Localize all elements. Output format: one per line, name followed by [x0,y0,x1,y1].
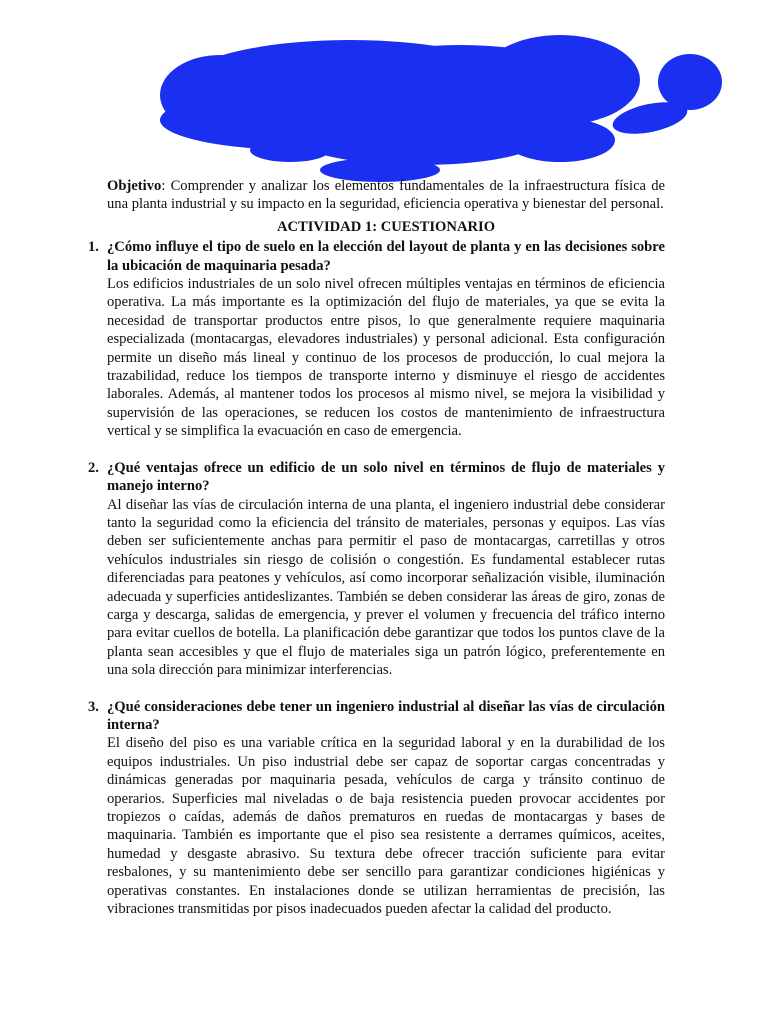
objective-label: Objetivo [107,178,162,194]
question-text: ¿Qué ventajas ofrece un edificio de un solo nivel en términos de flujo de materiales y manejo interno? [107,459,665,495]
activity-title: ACTIVIDAD 1: CUESTIONARIO [276,218,496,235]
question-number: 3. [88,698,99,715]
answer-text: El diseño del piso es una variable crítica en la seguridad laboral y en la durabilidad de los equipos industriales. Un piso industrial debe ser capaz de soportar cargas concentradas y dinámicas generadas por maquinaria pesada, vehículos de carga y tránsito continuo de operarios. Superficies mal niveladas o de baja resistencia pueden provocar accidentes por tropiezos o caídas, además de daños prematuros en ruedas de montacargas y bases de maquinaria. También es importante que el piso sea resistente a derrames químicos, aceites, humedad y desgaste abrasivo. Su textura debe ofrecer tracción suficiente para evitar resbalones, y su mantenimiento debe ser sencillo para garantizar condiciones higiénicas y operativas constantes. En instalaciones donde se utilizan herramientas de precisión, las vibraciones transmitidas por pisos inadecuados pueden afectar la calidad del producto. [107,735,665,918]
redaction-marks [160,35,722,182]
document-body [88,177,665,936]
question-text: ¿Qué consideraciones debe tener un ingeniero industrial al diseñar las vías de circulación interna? [107,698,665,733]
redaction-scribble [0,0,768,190]
question-number: 2. [88,459,99,476]
answer-text: Los edificios industriales de un solo nivel ofrecen múltiples ventajas en términos de eficiencia operativa. La más importante es la optimización del flujo de materiales, ya que se evita la necesidad de transportar productos entre pisos, lo que generalmente requiere maquinaria especializada (montacargas, elevadores industriales) y personal adicional. Esta configuración permite un diseño más lineal y continuo de los procesos de producción, lo cual mejora la trazabilidad, reduce los tiempos de transporte interno y disminuye el riesgo de accidentes laborales. Además, al mantener todos los procesos al mismo nivel, se mejora la visibilidad y supervisión de las operaciones, se reducen los costos de mantenimiento de infraestructura vertical y se simplifica la evacuación en caso de emergencia. [107,276,665,440]
objective-text: : Comprender y analizar los elementos fundamentales de la infraestructura física de una planta industrial y su impacto en la seguridad, eficiencia operativa y bienestar del personal. [107,178,665,213]
answer-text: Al diseñar las vías de circulación interna de una planta, el ingeniero industrial debe considerar tanto la seguridad como la eficiencia del tránsito de materiales, personas y equipos. Las vías deben ser suficientemente anchas para permitir el paso de montacargas, carretillas y otros vehículos industriales sin riesgo de colisión o congestión. Es fundamental establecer rutas diferenciadas para peatones y vehículos, así como incorporar señalización visible, iluminación adecuada y superficies antideslizantes. También se deben considerar las áreas de giro, zonas de carga y descarga, salidas de emergencia, y prever el volumen y frecuencia del tráfico interno para evitar cuellos de botella. La planificación debe garantizar que todos los puntos clave de la planta sean accesibles y que el flujo de materiales siga un patrón lógico, preferentemente en una sola dirección para minimizar interferencias. [107,496,665,679]
question-item [88,238,665,440]
objective-paragraph [107,177,665,214]
question-text: ¿Cómo influye el tipo de suelo en la elección del layout de planta y en las decisiones sobre la ubicación de maquinaria pesada? [107,239,665,274]
question-item [88,459,665,680]
question-number: 1. [88,239,99,256]
question-item [88,698,665,919]
